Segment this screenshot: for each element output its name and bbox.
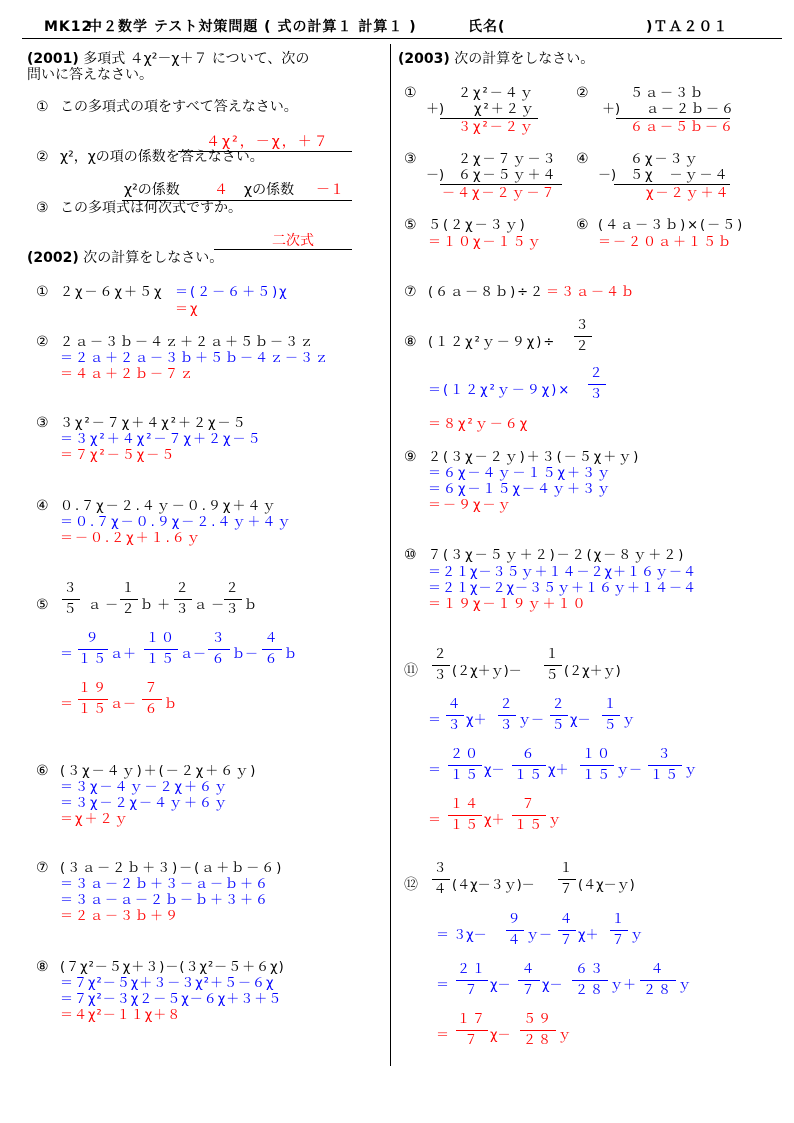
calc-top: ２χ－７ｙ－３ [458,152,558,167]
q2003-p7-answer: ＝３ａ－４ｂ [546,285,637,300]
doc-code: MK12 [44,19,93,35]
term: ｙ－ [526,928,553,943]
q2002-num: ③ [36,415,49,431]
term: ＝ ３χ－ [436,928,487,943]
q2003-p5-answer: ＝１０χ－１５ｙ [428,235,543,250]
fraction: ２ ５ [551,697,567,733]
q2001-num3: ③ [36,200,49,216]
q2001-num2: ② [36,149,49,165]
q2003-num: ② [576,85,589,101]
calc-operator: ＋) [602,102,621,117]
fraction: ６ １５ [513,747,544,783]
q2001-text2: 問いに答えなさい。 [27,67,153,83]
q2003-num: ⑩ [404,547,417,563]
q2003-num: ⑦ [404,284,417,300]
fraction: ５９ ２８ [520,1012,556,1049]
q2002-p1-answer: ＝χ [175,302,200,317]
page-title: 中２数学 テスト対策問題 ( 式の計算１ 計算１ ) [88,19,417,35]
calc-top: ６χ－３ｙ [630,152,700,167]
q2002-p6-answer: ＝χ＋２ｙ [60,812,130,827]
q2001-num1: ① [36,99,49,115]
fraction: ４ ２８ [640,962,676,999]
q2003-p9: ２(３χ－２ｙ)＋３(－５χ＋ｙ) [428,450,641,465]
calc-operator: －) [426,168,445,183]
term: ＝ [436,1028,450,1043]
q2003-p6-answer: ＝－２０ａ＋１５ｂ [598,235,734,250]
calc-operator: －) [598,168,617,183]
q2002-p2: ２ａ－３ｂ－４ｚ＋２ａ＋５ｂ－３ｚ [60,335,316,350]
term: (４χ－３ｙ)－ [452,878,535,893]
fraction: ２ ３ [225,581,241,617]
q2003-p10-step2: ＝２１χ－２χ－３５ｙ＋１６ｙ＋１４－４ [428,581,698,596]
term: ｙ [630,928,644,943]
term: ａ＋ [110,647,137,662]
fraction: １４ １５ [449,797,480,833]
term: ａ － [194,598,225,613]
term: ＝ [428,763,442,778]
q2001-p3: この多項式は何次式ですか。 [60,200,242,216]
calc-top: ２χ²－４ｙ [458,86,535,101]
q2003-num: ⑪ [404,663,418,679]
q2001-a2-val1: ４ [214,182,228,198]
q2001-a2-label2: χの係数 [244,182,295,198]
q2002-p8-answer: ＝４χ²－１１χ＋８ [60,1008,182,1023]
q2002-p8: (７χ²－５χ＋３)－(３χ²－５＋６χ) [60,960,285,975]
q2003-p10-answer: ＝１９χ－１９ｙ＋１０ [428,597,588,612]
term: (２χ＋ｙ) [564,664,621,679]
term: ＝ [60,647,74,662]
calc-operator: ＋) [426,102,445,117]
term: ｙ [558,1028,572,1043]
calc-bottom: ６χ－５ｙ＋４ [458,168,558,183]
term: ＝ [428,713,442,728]
fraction: １ ５ [603,697,619,733]
q2002-p3-step1: ＝３χ²＋４χ²－７χ＋２χ－５ [60,432,263,447]
q2002-num: ② [36,334,49,350]
q2001-p1: この多項式の項をすべて答えなさい。 [60,99,298,115]
term: χ＋ [484,813,505,828]
calc-top: ５ａ－３ｂ [630,86,706,101]
term: χ－ [484,763,505,778]
calc-line [440,184,562,185]
q2002-num: ① [36,284,49,300]
fraction: １０ １５ [145,631,176,667]
q2002-p7: (３ａ－２ｂ＋３)－(ａ＋ｂ－６) [60,861,284,876]
fraction: １９ １５ [78,681,109,717]
q2003-p7: (６ａ－８ｂ)÷２ [428,285,546,300]
q2002-label: (2002) [27,250,79,266]
q2002-p4-step1: ＝０.７χ－０.９χ－２.４ｙ＋４ｙ [60,515,293,530]
calc-answer: ６ａ－５ｂ－６ [630,120,736,135]
answer-line [214,249,352,250]
fraction: ２ ３ [433,647,449,683]
term: ｙ [548,813,562,828]
calc-bottom: ５χ －ｙ－４ [630,168,730,183]
fraction: ２１ ７ [456,962,487,998]
name-close: )ＴＡ２０１ [646,19,729,35]
q2002-p6-step2: ＝３χ－２χ－４ｙ＋６ｙ [60,796,230,811]
fraction: １ ２ [121,581,137,617]
q2002-p6: (３χ－４ｙ)＋(－２χ＋６ｙ) [60,764,258,779]
name-label: 氏名( [468,19,506,35]
fraction: ９ １５ [78,631,109,667]
q2002-p4: ０.７χ－２.４ｙ－０.９χ＋４ｙ [60,499,278,514]
q2003-num: ⑤ [404,217,417,233]
q2003-p9-step2: ＝６χ－１５χ－４ｙ＋３ｙ [428,482,613,497]
q2003-p10-step1: ＝２１χ－３５ｙ＋１４－２χ＋１６ｙ－４ [428,565,698,580]
term: χ－ [490,1028,511,1043]
term: χ＋ [548,763,569,778]
q2002-num: ⑥ [36,763,49,779]
q2002-p4-answer: ＝－０.２χ＋１.６ｙ [60,531,202,546]
calc-line [440,118,538,119]
q2002-p2-step1: ＝２ａ＋２ａ－３ｂ＋５ｂ－４ｚ－３ｚ [60,351,331,366]
q2003-p8-answer: ＝８χ²ｙ－６χ [428,417,530,432]
header-divider [22,38,782,39]
fraction: ６３ ２８ [572,962,608,999]
q2002-p6-step1: ＝３χ－４ｙ－２χ＋６ｙ [60,780,230,795]
q2003-num: ① [404,85,417,101]
q2003-num: ⑥ [576,217,589,233]
calc-line [616,118,730,119]
term: χ＋ [466,713,487,728]
calc-line [614,184,730,185]
q2003-p5: ５(２χ－３ｙ) [428,218,527,233]
q2002-p8-step1: ＝７χ²－５χ＋３－３χ²＋５－６χ [60,976,275,991]
fraction: ３ ５ [63,581,79,617]
q2002-num: ⑧ [36,959,49,975]
fraction: １７ ７ [456,1012,487,1048]
q2002-p3: ３χ²－７χ＋４χ²＋２χ－５ [60,416,248,431]
term: ｙ [684,763,698,778]
fraction: ２ ３ [175,581,191,617]
term: ｂ－ [232,647,259,662]
term: ｙ＋ [610,978,637,993]
fraction: ９ ４ [507,912,523,948]
q2003-label: (2003) [398,51,450,67]
fraction: ４ ３ [447,697,463,733]
q2002-p3-answer: ＝７χ²－５χ－５ [60,448,177,463]
term: χ－ [490,978,511,993]
term: ｂ [244,598,258,613]
term: ａ － [88,598,119,613]
q2003-p10: ７(３χ－５ｙ＋２)－２(χ－８ｙ＋２) [428,548,686,563]
fraction: ２ ３ [499,697,515,733]
calc-answer: －４χ－２ｙ－７ [442,186,557,201]
q2003-p9-answer: ＝－９χ－ｙ [428,498,513,513]
q2002-num: ⑤ [36,597,49,613]
q2003-p6: (４ａ－３ｂ)×(－５) [598,218,745,233]
fraction: ７ ６ [142,681,162,718]
q2001-a2-label1: χ²の係数 [124,182,180,198]
q2003-num: ③ [404,151,417,167]
fraction: ３ ６ [208,631,230,668]
term: ｂ [284,647,298,662]
q2003-num: ⑨ [404,449,417,465]
term: ａ－ [180,647,207,662]
term: ｂ [164,697,178,712]
fraction: １ ７ [611,912,627,948]
q2002-p7-answer: ＝２ａ－３ｂ＋９ [60,909,181,924]
term: χ＋ [578,928,599,943]
fraction: ２ ３ [589,366,605,402]
fraction: ２０ １５ [449,747,480,783]
q2002-p1-step1: ＝(２－６＋５)χ [175,285,289,300]
term: ＝ [428,813,442,828]
fraction: １０ １５ [581,747,612,783]
q2001-a2-val2: －１ [316,182,344,198]
q2003-p9-step1: ＝６χ－４ｙ－１５χ＋３ｙ [428,466,613,481]
q2002-num: ④ [36,498,49,514]
q2002-p8-step2: ＝７χ²－３χ２－５χ－６χ＋３＋５ [60,992,283,1007]
fraction: ３ １５ [649,747,680,783]
q2001-label: (2001) [27,51,79,67]
fraction: １ ５ [545,647,561,683]
term: ＝ [60,697,74,712]
q2001-text: (2001) 多項式 ４χ²－χ＋７ について、次の [27,51,310,67]
calc-bottom: χ²＋２ｙ [474,102,536,117]
term: ｙ－ [616,763,643,778]
q2002-p7-step2: ＝３ａ－ａ－２ｂ－ｂ＋３＋６ [60,893,271,908]
q2002-p2-answer: ＝４ａ＋２ｂ－７ｚ [60,367,196,382]
fraction: ４ ７ [559,912,575,948]
q2003-text: (2003) 次の計算をしなさい。 [398,51,595,67]
term: ｙ [678,978,692,993]
term: ａ－ [110,697,137,712]
q2003-num: ⑫ [404,877,418,893]
term: (２χ＋ｙ)－ [452,664,522,679]
q2003-num: ⑧ [404,334,417,350]
term: ｙ－ [518,713,545,728]
calc-answer: χ－２ｙ＋４ [646,186,731,201]
term: ｙ [622,713,636,728]
column-divider [390,44,391,1066]
q2001-p2: χ²，χの項の係数を答えなさい。 [60,149,264,165]
fraction: ７ １５ [513,797,544,833]
q2001-a1: ４χ²，－χ，＋７ [206,134,330,150]
fraction: ３ ４ [433,861,449,897]
q2003-num: ④ [576,151,589,167]
fraction: ４ ７ [518,962,540,999]
term: ＝ [436,978,450,993]
calc-answer: ３χ²－２ｙ [458,120,535,135]
fraction: ４ ６ [262,631,282,668]
calc-bottom: ａ－２ｂ－６ [646,102,737,117]
term: χ－ [542,978,563,993]
fraction: １ ７ [559,861,575,897]
term: (４χ－ｙ) [578,878,635,893]
q2002-num: ⑦ [36,860,49,876]
q2002-p1: ２χ－６χ＋５χ [60,285,164,300]
q2003-p8-step1: ＝(１２χ²ｙ－９χ)× [428,383,572,398]
term: χ－ [570,713,591,728]
q2001-a3: 二次式 [272,233,314,249]
q2002-text: (2002) 次の計算をしなさい。 [27,250,224,266]
q2002-p7-step1: ＝３ａ－２ｂ＋３－ａ－ｂ＋６ [60,877,271,892]
fraction: ３ ２ [575,318,591,354]
q2003-p8: (１２χ²ｙ－９χ)÷ [428,335,557,350]
term: ｂ ＋ [140,598,171,613]
